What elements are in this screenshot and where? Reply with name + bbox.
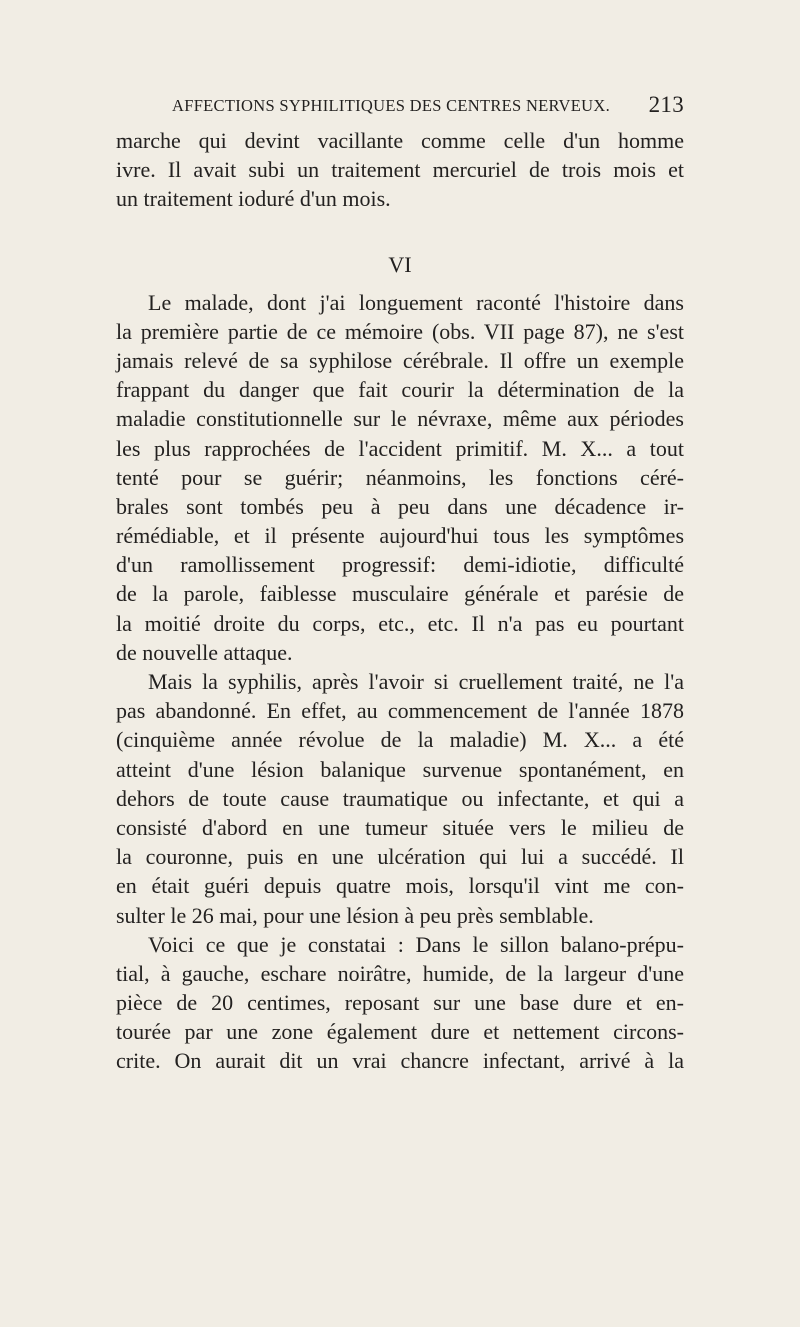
- page-number: 213: [648, 92, 684, 117]
- text-line: brales sont tombés peu à peu dans une décadence ir-: [116, 493, 684, 519]
- text-line: Voici ce que je constatai : Dans le sillon balano-prépu-: [148, 931, 684, 957]
- text-line: un traitement ioduré d'un mois.: [116, 186, 391, 212]
- text-line: ivre. Il avait subi un traitement mercuriel de trois mois et: [116, 157, 684, 183]
- text-line: la première partie de ce mémoire (obs. VII page 87), ne s'est: [116, 318, 684, 344]
- text-line: crite. On aurait dit un vrai chancre infectant, arrivé à la: [116, 1048, 684, 1074]
- paragraph-3: [116, 667, 684, 930]
- text-line: consisté d'abord en une tumeur située vers le milieu de: [116, 814, 684, 840]
- running-head: [172, 94, 684, 120]
- text-line: sulter le 26 mai, pour une lésion à peu près semblable.: [116, 902, 594, 928]
- text-line: marche qui devint vacillante comme celle d'un homme: [116, 128, 684, 153]
- text-line: tourée par une zone également dure et nettement circons-: [116, 1019, 684, 1045]
- text-line: d'un ramollissement progressif: demi-idiotie, difficulté: [116, 552, 684, 578]
- paragraph-1: [116, 126, 684, 214]
- text-line: la couronne, puis en une ulcération qui lui a succédé. Il: [116, 844, 684, 870]
- text-line: dehors de toute cause traumatique ou infectante, et qui a: [116, 785, 684, 811]
- text-line: en était guéri depuis quatre mois, lorsqu'il vint me con-: [116, 873, 684, 899]
- text-line: Le malade, dont j'ai longuement raconté l'histoire dans: [148, 289, 684, 315]
- text-line: atteint d'une lésion balanique survenue spontanément, en: [116, 756, 684, 782]
- text-line: tial, à gauche, eschare noirâtre, humide, de la largeur d'une: [116, 960, 684, 986]
- text-line: tenté pour se guérir; néanmoins, les fonctions céré-: [116, 464, 684, 490]
- text-line: Mais la syphilis, après l'avoir si cruellement traité, ne l'a: [148, 669, 684, 694]
- section-number: VI: [388, 251, 412, 277]
- text-line: jamais relevé de sa syphilose cérébrale. Il offre un exemple: [116, 347, 684, 373]
- text-line: de la parole, faiblesse musculaire générale et parésie de: [116, 581, 684, 607]
- text-line: maladie constitutionnelle sur le névraxe, même aux périodes: [116, 406, 684, 432]
- text-line: frappant du danger que fait courir la détermination de la: [116, 377, 684, 403]
- paragraph-2: [116, 288, 684, 667]
- paragraph-4: [116, 930, 684, 1076]
- text-line: pas abandonné. En effet, au commencement de l'année 1878: [116, 698, 684, 724]
- text-line: les plus rapprochées de l'accident primitif. M. X... a tout: [116, 435, 684, 461]
- text-line: de nouvelle attaque.: [116, 639, 293, 665]
- text-line: (cinquième année révolue de la maladie) M. X... a été: [116, 727, 684, 753]
- body-text: [116, 126, 684, 1076]
- text-line: pièce de 20 centimes, reposant sur une base dure et en-: [116, 990, 684, 1016]
- running-head-title: AFFECTIONS SYPHILITIQUES DES CENTRES NERVEUX.: [172, 96, 610, 115]
- text-line: rémédiable, et il présente aujourd'hui tous les symptômes: [116, 523, 684, 549]
- text-line: la moitié droite du corps, etc., etc. Il n'a pas eu pourtant: [116, 610, 684, 636]
